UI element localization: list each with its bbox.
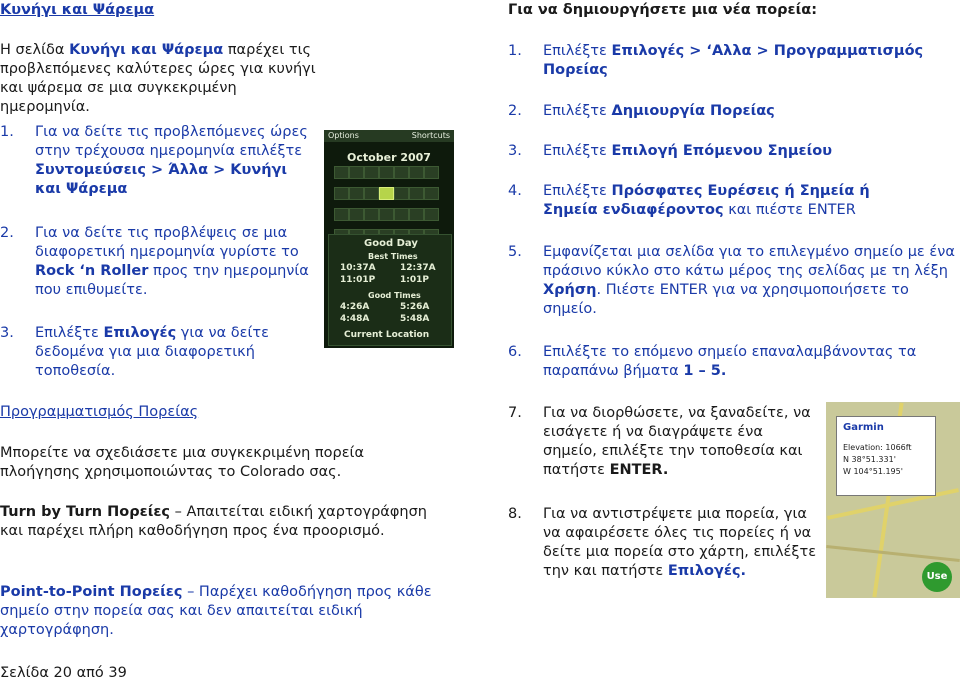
- step-post: για να δείτε δεδομένα για μια διαφορετική τοποθεσία.: [35, 325, 269, 379]
- best-time-2-start: 11:01P: [340, 275, 376, 285]
- step-text: [35, 324, 303, 381]
- device-top-bar: [324, 130, 454, 142]
- section-title-hunting-fishing: Κυνήγι και Ψάρεμα: [0, 2, 155, 18]
- waypoint-latitude: N 38°51.331': [843, 455, 896, 464]
- use-button[interactable]: Use: [922, 562, 952, 592]
- turn-by-turn-term: Turn by Turn Πορείες: [0, 504, 171, 520]
- step-text: [543, 182, 928, 220]
- intro-bold: Κυνήγι και Ψάρεμα: [69, 42, 224, 58]
- step-number: 3.: [0, 325, 14, 341]
- shortcuts-softkey: Shortcuts: [411, 131, 450, 140]
- step-bold: Επιλογές: [103, 325, 177, 341]
- best-time-1-start: 10:37A: [340, 263, 376, 273]
- step-number: 1.: [0, 124, 14, 140]
- step-bold: Χρήση: [543, 282, 597, 298]
- step-post: . Πιέστε ENTER για να χρησιμοποιήσετε το σημείο.: [543, 282, 909, 317]
- step-text: [35, 224, 310, 300]
- turn-by-turn-paragraph: [0, 503, 440, 541]
- intro-paragraph: [0, 41, 322, 117]
- page-footer: Σελίδα 20 από 39: [0, 665, 127, 681]
- step-bold: Επιλογή Επόμενου Σημείου: [611, 143, 833, 159]
- step-bold: 1 – 5.: [683, 363, 727, 379]
- best-time-1-end: 12:37A: [400, 263, 436, 273]
- step-number: 8.: [508, 506, 522, 522]
- step-text: [543, 42, 933, 80]
- step-bold: Συντομεύσεις > Άλλα > Κυνήγι και Ψάρεμα: [35, 162, 288, 197]
- step-pre: Επιλέξτε: [543, 103, 612, 119]
- step-number: 2.: [508, 103, 522, 119]
- point-to-point-desc: – Παρέχει καθοδήγηση προς κάθε σημείο στην πορεία σας και δεν απαιτείται ειδική χαρτογράφηση.: [0, 584, 432, 638]
- step-text: [543, 343, 960, 381]
- step-text: [543, 404, 818, 480]
- waypoint-longitude: W 104°51.195': [843, 467, 903, 476]
- selected-day: [379, 187, 394, 200]
- step-pre: Επιλέξτε: [543, 183, 612, 199]
- route-planning-heading: Προγραμματισμός Πορείας: [0, 404, 199, 420]
- options-softkey: Options: [328, 131, 359, 140]
- intro-pre: Η σελίδα: [0, 42, 70, 58]
- step-number: 5.: [508, 244, 522, 260]
- step-text: [543, 243, 960, 319]
- step-pre: Επιλέξτε: [543, 43, 612, 59]
- good-times-label: Good Times: [368, 291, 421, 300]
- waypoint-popup: [836, 416, 936, 496]
- calendar-month: October 2007: [347, 151, 431, 164]
- best-times-label: Best Times: [368, 252, 418, 261]
- good-time-2-end: 5:48A: [400, 314, 430, 324]
- turn-by-turn-desc: – Απαιτείται ειδική χαρτογράφηση και παρέχει πλήρη καθοδήγηση προς ένα προορισμό.: [0, 504, 427, 539]
- step-number: 2.: [0, 225, 14, 241]
- good-time-2-start: 4:48A: [340, 314, 370, 324]
- device-calendar-screenshot: [324, 130, 454, 348]
- step-bold: ENTER.: [609, 462, 669, 478]
- step-number: 6.: [508, 344, 522, 360]
- step-pre: Επιλέξτε: [543, 143, 612, 159]
- step-number: 7.: [508, 405, 522, 421]
- new-route-heading: Για να δημιουργήσετε μια νέα πορεία:: [508, 2, 818, 18]
- step-text: [35, 123, 313, 199]
- waypoint-elevation: Elevation: 1066ft: [843, 443, 912, 452]
- step-bold: Δημιουργία Πορείας: [611, 103, 775, 119]
- step-text: [543, 102, 943, 121]
- step-bold: Επιλογές > ‘Αλλα > Προγραμματισμός Πορείας: [543, 43, 924, 78]
- waypoint-name: Garmin: [843, 422, 884, 433]
- good-day-label: Good Day: [364, 238, 418, 249]
- step-number: 1.: [508, 43, 522, 59]
- step-text: [543, 505, 821, 581]
- step-bold: Πρόσφατες Ευρέσεις ή Σημεία ή Σημεία ενδιαφέροντος: [543, 183, 870, 218]
- device-map-screenshot: [826, 402, 960, 598]
- step-pre: Επιλέξτε: [35, 325, 104, 341]
- step-pre: Για να δείτε τις προβλεπόμενες ώρες στην τρέχουσα ημερομηνία επιλέξτε: [35, 124, 308, 159]
- step-pre: Για να αντιστρέψετε μια πορεία, για να αφαιρέσετε όλες τις πορείες ή να δείτε μια πορεία στο χάρτη, επιλέξτε την και πατήστε: [543, 506, 817, 579]
- point-to-point-term: Point-to-Point Πορείες: [0, 584, 183, 600]
- step-number: 3.: [508, 143, 522, 159]
- step-number: 4.: [508, 183, 522, 199]
- good-time-1-start: 4:26A: [340, 302, 370, 312]
- step-pre: Επιλέξτε το επόμενο σημείο επαναλαμβάνοντας τα παραπάνω βήματα: [543, 344, 917, 379]
- step-bold: Rock ‘n Roller: [35, 263, 149, 279]
- step-text: [543, 142, 943, 161]
- best-time-2-end: 1:01P: [400, 275, 429, 285]
- step-post: προς την ημερομηνία που επιθυμείτε.: [35, 263, 309, 298]
- good-time-1-end: 5:26A: [400, 302, 430, 312]
- route-intro: Μπορείτε να σχεδιάσετε μια συγκεκριμένη πορεία πλοήγησης χρησιμοποιώντας το Colorado σας.: [0, 445, 365, 480]
- step-post: και πιέστε ENTER: [723, 202, 856, 218]
- step-pre: Για να διορθώσετε, να ξαναδείτε, να εισάγετε ή να διαγράψετε ένα σημείο, επιλέξτε την τοποθεσία και πατήστε: [543, 405, 811, 478]
- step-pre: Εμφανίζεται μια σελίδα για το επιλεγμένο σημείο με ένα πράσινο κύκλο στο κάτω μέρος της σελίδας με τη λέξη: [543, 244, 955, 279]
- step-pre: Για να δείτε τις προβλέψεις σε μια διαφορετική ημερομηνία γυρίστε το: [35, 225, 299, 260]
- point-to-point-paragraph: [0, 583, 455, 640]
- step-bold: Επιλογές.: [667, 563, 747, 579]
- intro-post: παρέχει τις προβλεπόμενες καλύτερες ώρες για κυνήγι και ψάρεμα σε μια συγκεκριμένη ημερομηνία.: [0, 42, 316, 115]
- current-location-label: Current Location: [344, 330, 430, 340]
